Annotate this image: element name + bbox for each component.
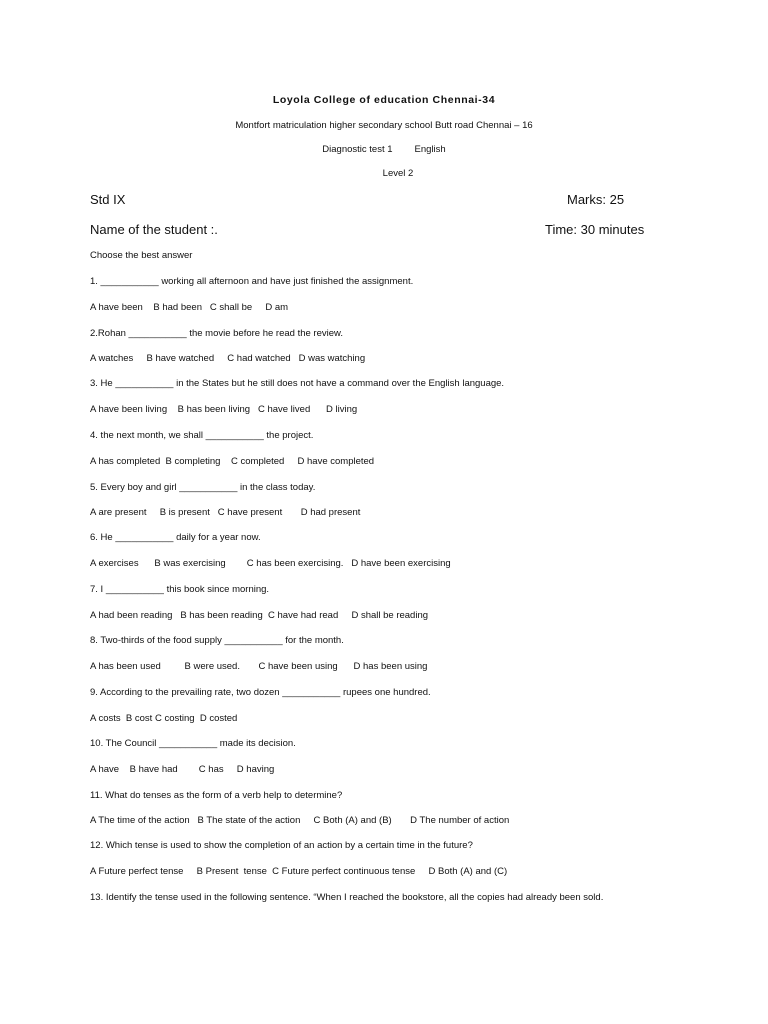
time-label: Time: 30 minutes: [545, 222, 645, 237]
options-2: A watches B have watched C had watched D was watching: [90, 353, 366, 364]
options-7: A had been reading B has been reading C have had read D shall be reading: [90, 610, 429, 621]
options-4: A has completed B completing C completed D have completed: [90, 456, 375, 467]
question-4: 4. the next month, we shall ___________ the project.: [90, 430, 314, 441]
subject-name: English: [414, 144, 446, 155]
question-2: 2.Rohan ___________ the movie before he read the review.: [90, 328, 343, 339]
college-title: Loyola College of education Chennai-34: [272, 94, 496, 106]
options-8: A has been used B were used. C have been using D has been using: [90, 661, 428, 672]
options-12: A Future perfect tense B Present tense C Future perfect continuous tense D Both (A) and (C): [90, 866, 508, 877]
instruction: Choose the best answer: [90, 250, 193, 261]
options-1: A have been B had been C shall be D am: [90, 302, 289, 313]
options-6: A exercises B was exercising C has been exercising. D have been exercising: [90, 558, 451, 569]
question-9: 9. According to the prevailing rate, two dozen ___________ rupees one hundred.: [90, 687, 431, 698]
options-9: A costs B cost C costing D costed: [90, 713, 238, 724]
question-3: 3. He ___________ in the States but he still does not have a command over the English language.: [90, 378, 505, 389]
options-11: A The time of the action B The state of the action C Both (A) and (B) D The number of action: [90, 815, 510, 826]
student-name-label: Name of the student :.: [90, 222, 218, 237]
question-7: 7. I ___________ this book since morning.: [90, 584, 270, 595]
school-name: Montfort matriculation higher secondary school Butt road Chennai – 16: [235, 120, 533, 131]
question-5: 5. Every boy and girl ___________ in the class today.: [90, 482, 316, 493]
options-5: A are present B is present C have present D had present: [90, 507, 361, 518]
test-line: [0, 144, 768, 155]
question-13: 13. Identify the tense used in the following sentence. “When I reached the bookstore, all the copies had already been sold.: [90, 892, 604, 903]
question-8: 8. Two-thirds of the food supply ___________ for the month.: [90, 635, 344, 646]
question-10: 10. The Council ___________ made its decision.: [90, 738, 296, 749]
level-label: Level 2: [382, 168, 414, 179]
marks-label: Marks: 25: [567, 192, 625, 207]
question-6: 6. He ___________ daily for a year now.: [90, 532, 261, 543]
std-label: Std IX: [90, 192, 126, 207]
question-1: 1. ___________ working all afternoon and have just finished the assignment.: [90, 276, 414, 287]
question-12: 12. Which tense is used to show the completion of an action by a certain time in the future?: [90, 840, 473, 851]
options-10: A have B have had C has D having: [90, 764, 275, 775]
options-3: A have been living B has been living C have lived D living: [90, 404, 358, 415]
test-name: Diagnostic test 1: [322, 144, 393, 155]
question-11: 11. What do tenses as the form of a verb help to determine?: [90, 790, 343, 801]
